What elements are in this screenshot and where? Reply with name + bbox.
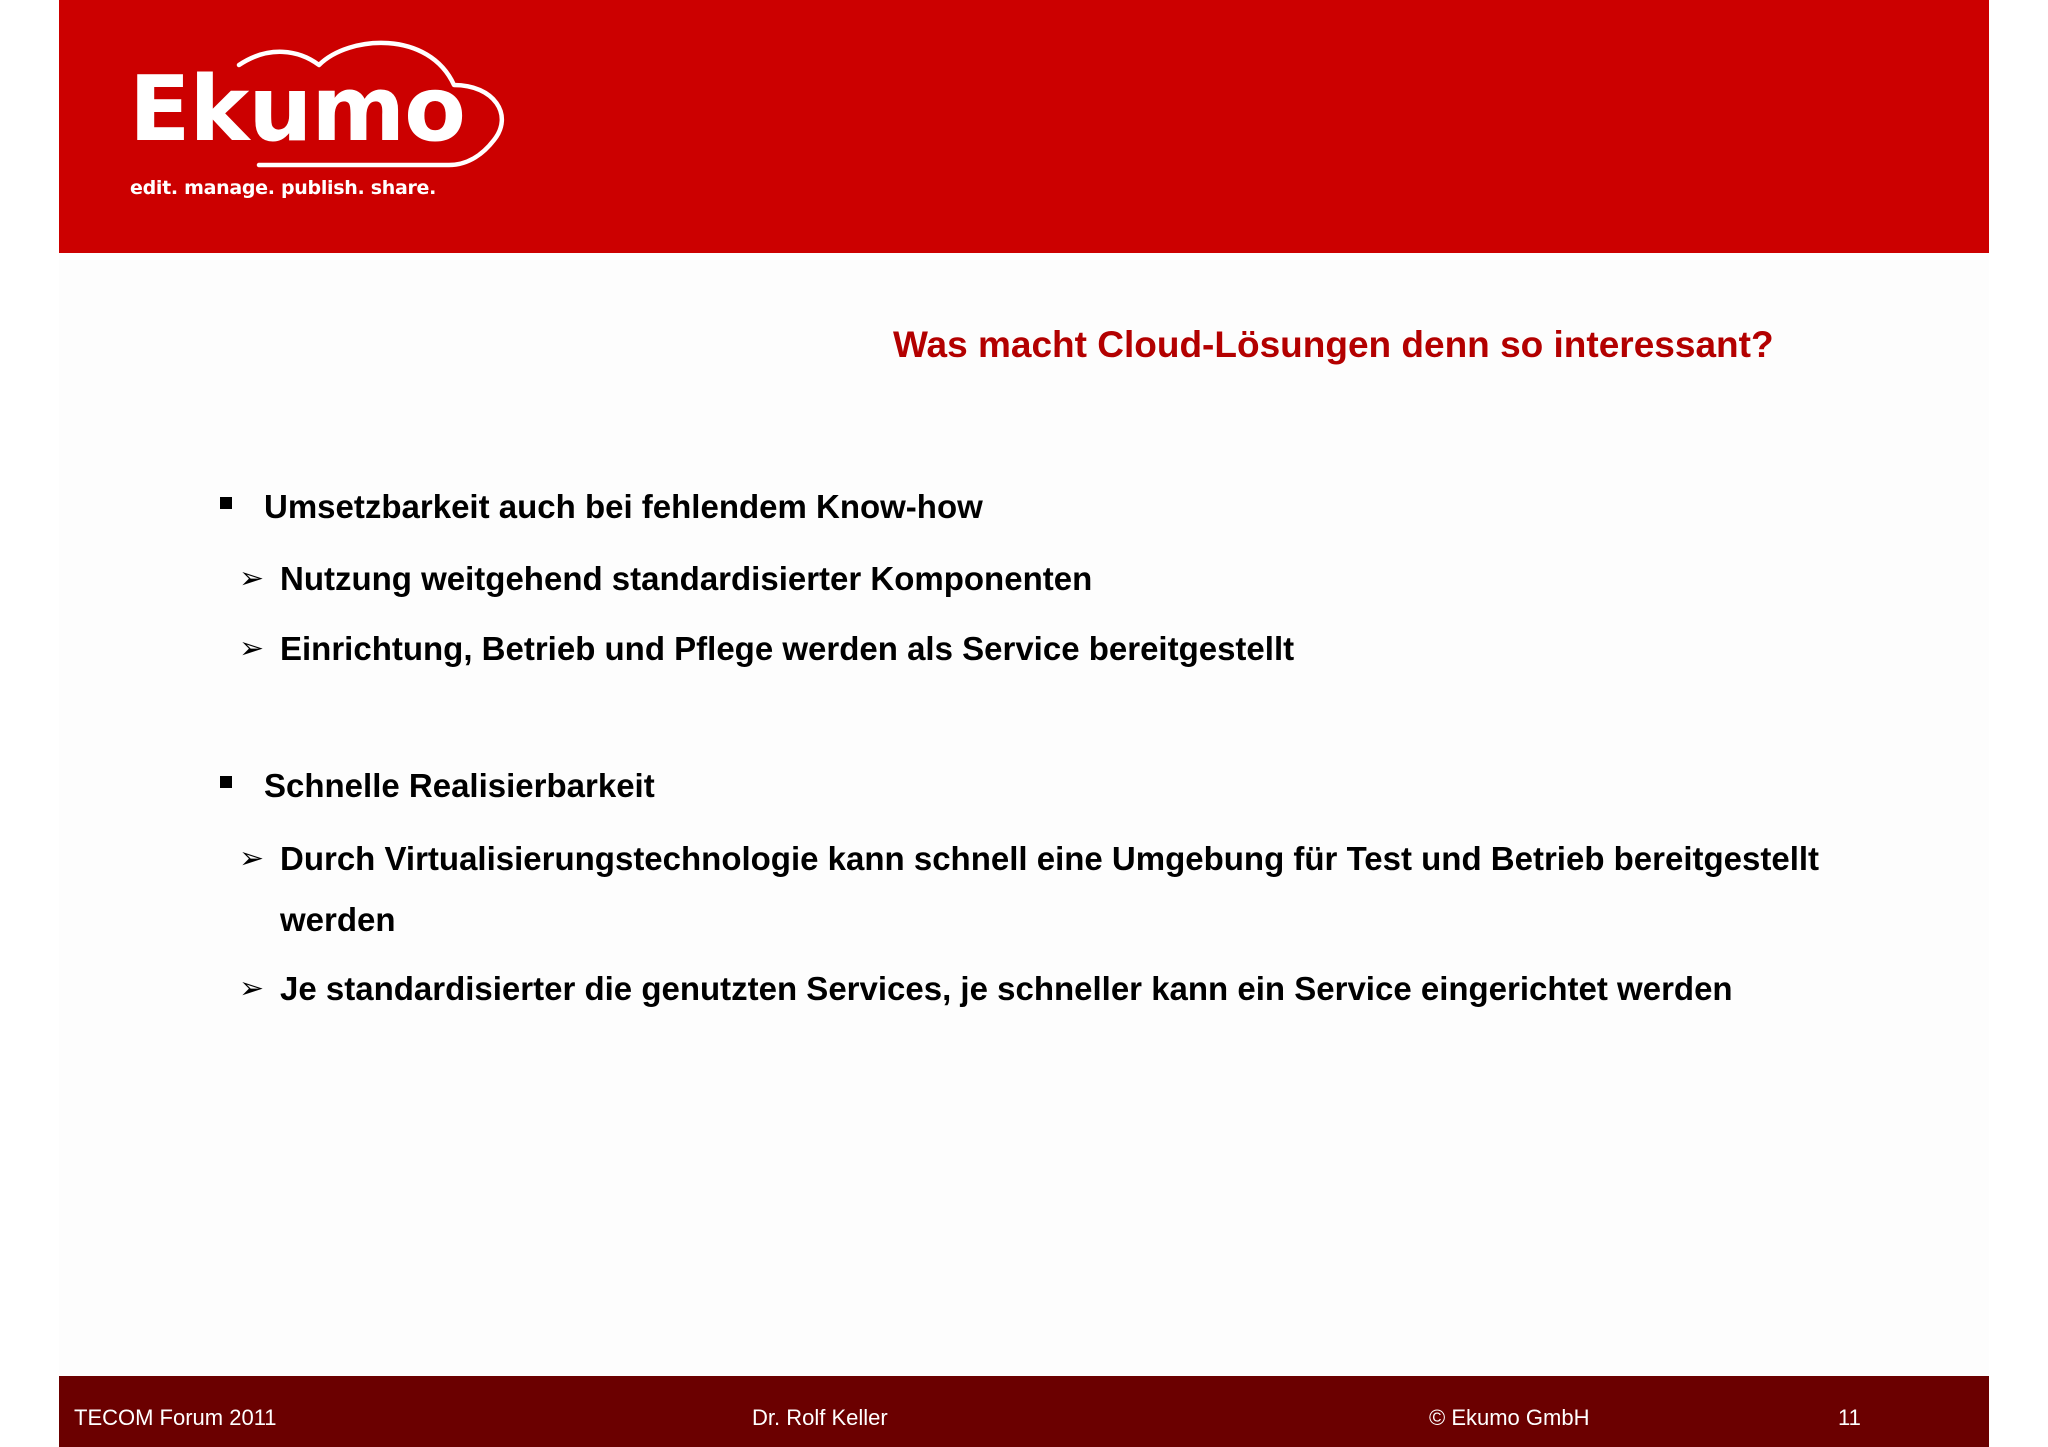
logo-wordmark: Ekumo [129, 57, 466, 162]
slide [59, 0, 1989, 1447]
arrow-bullet-icon: ➢ [239, 631, 265, 666]
footer-bar [59, 1376, 1989, 1447]
arrow-bullet-icon: ➢ [239, 971, 265, 1006]
slide-title: Was macht Cloud-Lösungen denn so interessant? [893, 324, 1774, 365]
sub-bullet: Je standardisierter die genutzten Services, je schneller kann ein Service eingerichtet werden [280, 970, 1733, 1007]
logo-tagline: edit. manage. publish. share. [130, 177, 437, 199]
sub-bullet: Einrichtung, Betrieb und Pflege werden als Service bereitgestellt [280, 630, 1295, 667]
footer-author: Dr. Rolf Keller [752, 1405, 888, 1430]
square-bullet-icon [220, 776, 232, 788]
square-bullet-icon [220, 497, 232, 509]
sub-bullet: Nutzung weitgehend standardisierter Komponenten [280, 560, 1093, 597]
header-banner [59, 0, 1989, 253]
sub-bullet: Durch Virtualisierungstechnologie kann schnell eine Umgebung für Test und Betrieb bereitgestellt [280, 840, 1820, 877]
bullet-heading: Umsetzbarkeit auch bei fehlendem Know-how [264, 488, 983, 525]
footer-event: TECOM Forum 2011 [74, 1405, 277, 1430]
sub-bullet-continuation: werden [280, 901, 396, 938]
footer-copyright: © Ekumo GmbH [1429, 1405, 1590, 1430]
arrow-bullet-icon: ➢ [239, 841, 265, 876]
page-number: 11 [1838, 1405, 1861, 1430]
ekumo-logo [129, 25, 549, 175]
arrow-bullet-icon: ➢ [239, 561, 265, 596]
bullet-heading: Schnelle Realisierbarkeit [264, 767, 655, 804]
